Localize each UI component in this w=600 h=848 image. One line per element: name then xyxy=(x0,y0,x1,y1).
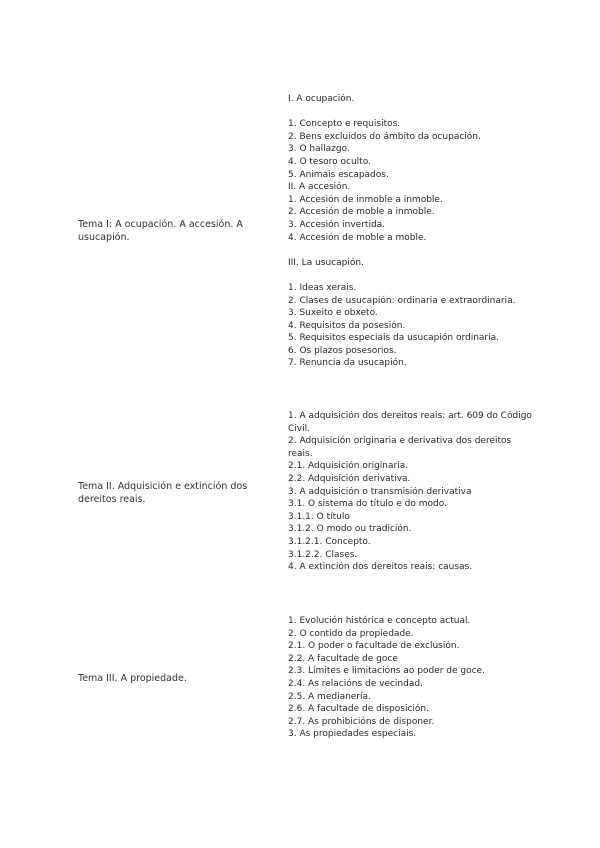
tema-content xyxy=(288,615,538,741)
content-line: 2.7. As prohibicións de disponer. xyxy=(288,716,435,727)
content-line: 1. A adquisición dos dereitos reais: art. 609 do Código Civil. xyxy=(288,411,532,434)
content-line: 2. O contido da propiedade. xyxy=(288,628,414,639)
content-line: 3. As propiedades especiais. xyxy=(288,729,417,740)
content-line: I. A ocupación. xyxy=(288,94,355,104)
content-line: 2.6. A facultade de disposición. xyxy=(288,704,429,715)
spacer xyxy=(288,244,538,257)
content-line: 4. A extinción dos dereitos reais: causas. xyxy=(288,562,473,573)
content-line: 2. Bens excluidos do ámbito da ocupación. xyxy=(288,131,481,142)
content-line: 2. Adquisición originaria e derivativa dos dereitos reais. xyxy=(288,436,512,459)
content-line: 1. Ideas xerais. xyxy=(288,282,357,293)
content-line: 3.1. O sistema do título e do modo. xyxy=(288,499,447,510)
content-line: 1. Evolución histórica e concepto actual. xyxy=(288,616,471,626)
content-line: 5. Animais escapados. xyxy=(288,169,389,180)
tema-content xyxy=(288,410,538,574)
content-line: 3. O hallazgo. xyxy=(288,144,350,155)
spacer xyxy=(288,106,538,119)
content-line: 2.1. O poder o facultade de exclusión. xyxy=(288,641,460,652)
content-line: 2. Accesión de moble a inmoble. xyxy=(288,207,435,218)
tema-title: Tema II. Adquisición e extinción dos dereitos reais. xyxy=(78,481,248,505)
tema-content xyxy=(288,93,538,370)
content-line: 4. O tesoro oculto. xyxy=(288,156,371,167)
content-line: 3.1.1. O título xyxy=(288,511,350,522)
content-line: 3.1.2.1. Concepto. xyxy=(288,536,371,547)
content-line: 2.4. As relacións de vecindad. xyxy=(288,678,423,689)
content-line: 2.2. Adquisición derivativa. xyxy=(288,473,411,484)
content-line: 2.1. Adquisición originaria. xyxy=(288,461,409,472)
content-line: 3. A adquisición o transmisión derivativa xyxy=(288,486,472,497)
content-line: 3.1.2. O modo ou tradición. xyxy=(288,524,412,535)
content-line: 3.1.2.2. Clases. xyxy=(288,549,358,560)
tema-title: Tema I: A ocupación. A accesión. A usucapión. xyxy=(78,219,243,243)
content-line: 6. Os plazos posesorios. xyxy=(288,345,397,356)
tema-title: Tema III. A propiedade. xyxy=(78,673,187,684)
content-line: II. A accesión. xyxy=(288,182,351,193)
content-line: 2.3. Límites e limitacións ao poder de goce. xyxy=(288,666,485,677)
content-line: 3. Accesión invertida. xyxy=(288,219,386,230)
content-line: 4. Requisitos da posesión. xyxy=(288,320,406,331)
content-line: 3. Suxeito e obxeto. xyxy=(288,308,378,319)
content-line: 2.2. A facultade de goce xyxy=(288,653,398,664)
spacer xyxy=(288,269,538,282)
content-line: 2. Clases de usucapión: ordinaria e extraordinaria. xyxy=(288,295,516,306)
content-line: 1. Concepto e requisitos. xyxy=(288,119,401,130)
content-line: 1. Accesión de inmoble a inmoble. xyxy=(288,194,443,205)
content-line: 2.5. A medianería. xyxy=(288,691,371,702)
content-line: III. La usucapión. xyxy=(288,257,364,268)
content-line: 4. Accesión de moble a moble. xyxy=(288,232,427,243)
content-line: 5. Requisitos especiais da usucapión ordinaria. xyxy=(288,333,500,344)
content-line: 7. Renuncia da usucapión. xyxy=(288,358,407,369)
